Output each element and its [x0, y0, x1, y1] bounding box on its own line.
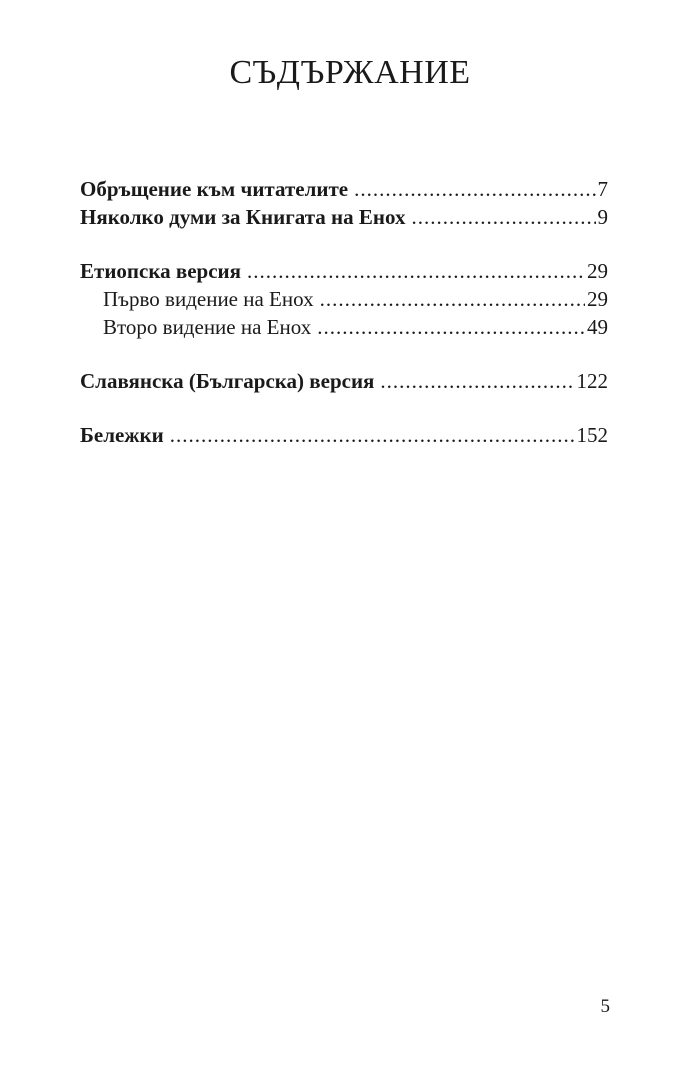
toc-entry-title: Няколко думи за Книгата на Енох [80, 205, 406, 229]
toc-entry-title: Славянска (Българска) версия [80, 369, 375, 393]
toc-page-number: 9 [597, 205, 608, 229]
toc-page-number: 122 [576, 369, 608, 393]
toc-page-number: 29 [587, 259, 608, 283]
table-of-contents [80, 175, 608, 449]
toc-page-number: 152 [576, 423, 608, 447]
toc-page-number: 49 [587, 315, 608, 339]
toc-entry-address-to-readers[interactable] [80, 175, 608, 203]
toc-entry-few-words[interactable] [80, 203, 608, 231]
toc-entry-ethiopian-version[interactable] [80, 257, 608, 285]
toc-entry-title: Обръщение към читателите [80, 177, 349, 201]
toc-page-number: 29 [587, 287, 608, 311]
toc-entry-slavonic-version[interactable] [80, 367, 608, 395]
toc-entry-first-vision[interactable] [80, 285, 608, 313]
page-title: СЪДЪРЖАНИЕ [229, 54, 471, 91]
dot-leader [317, 313, 585, 341]
dot-leader [411, 203, 595, 231]
dot-leader [247, 257, 585, 285]
dot-leader [320, 285, 585, 313]
toc-entry-notes[interactable] [80, 421, 608, 449]
dot-leader [354, 175, 595, 203]
toc-entry-title: Първо видение на Енох [103, 287, 314, 311]
toc-page-number: 7 [597, 177, 608, 201]
dot-leader [170, 421, 575, 449]
page-number: 5 [600, 996, 610, 1017]
toc-entry-second-vision[interactable] [80, 313, 608, 341]
toc-entry-title: Второ видение на Енох [103, 315, 312, 339]
dot-leader [380, 367, 574, 395]
toc-entry-title: Бележки [80, 423, 164, 447]
toc-entry-title: Етиопска версия [80, 259, 241, 283]
